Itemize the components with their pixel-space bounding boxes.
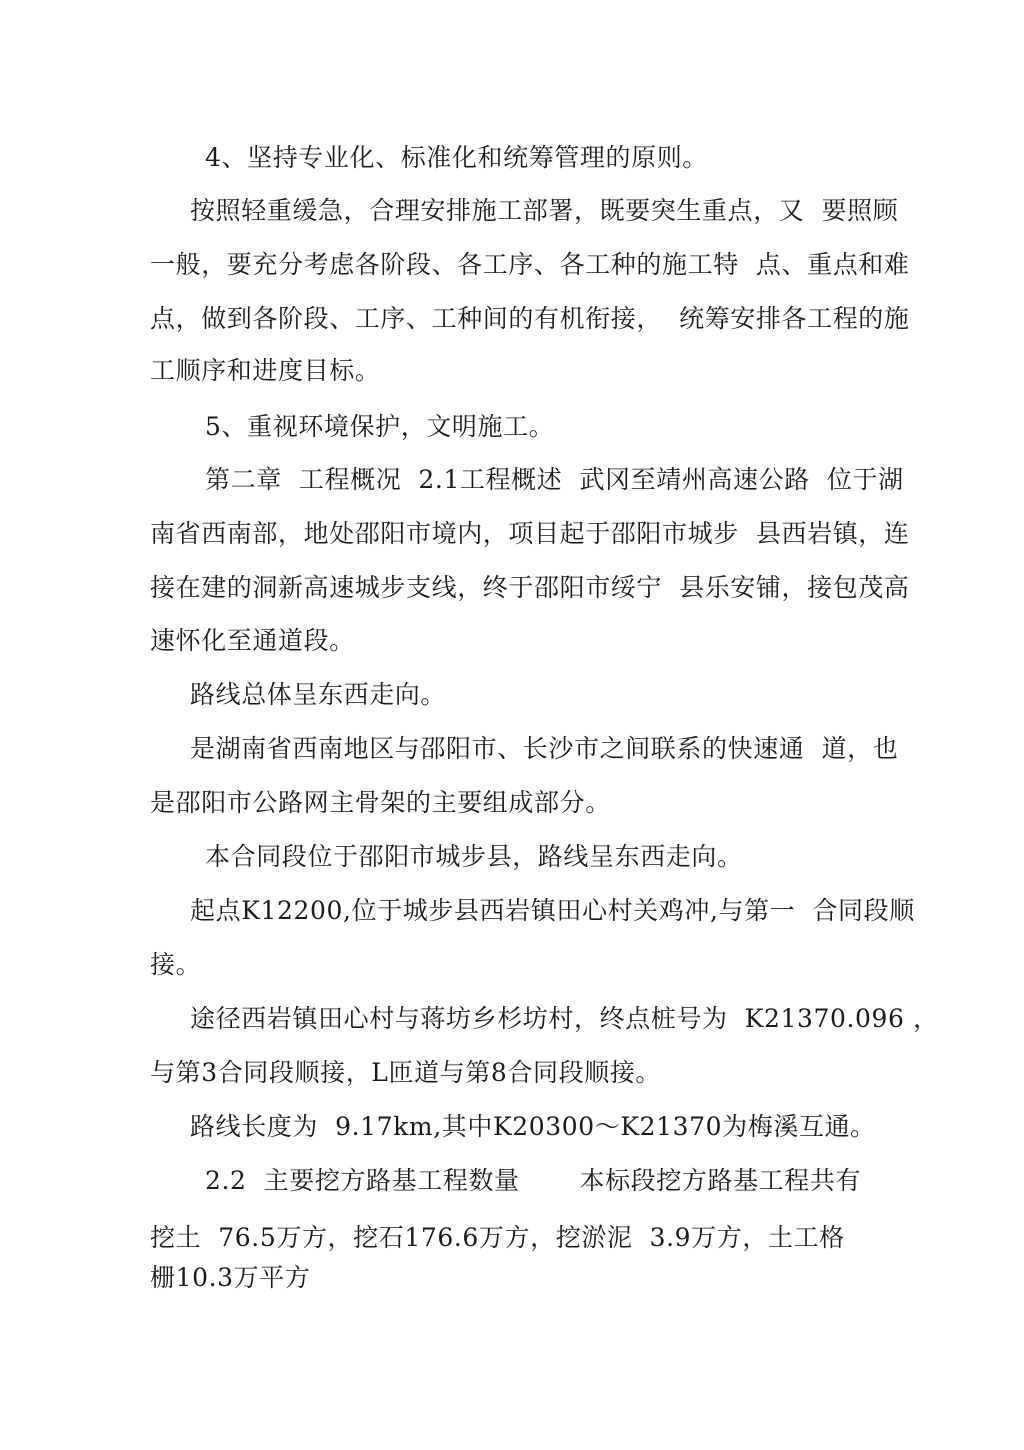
chapter-2-line: 第二章 工程概况 2.1工程概述 武冈至靖州高速公路 位于湖 [205,465,904,494]
paragraph-line: 点，做到各阶段、工序、工种间的有机衔接， 统筹安排各工程的施 [150,304,910,333]
paragraph-line: 路线总体呈东西走向。 [190,680,447,709]
paragraph-line: 途径西岩镇田心村与蒋坊乡杉坊村，终点桩号为 K21370.096 ， [190,1004,939,1033]
principle-4-heading: 4、坚持专业化、标准化和统筹管理的原则。 [205,143,708,172]
paragraph-line: 接在建的洞新高速城步支线，终于邵阳市绥宁 县乐安铺，接包茂高 [150,573,910,602]
paragraph-line: 工顺序和进度目标。 [150,356,381,385]
paragraph-line: 一般，要充分考虑各阶段、各工序、各工种的施工特 点、重点和难 [150,250,910,279]
paragraph-line: 挖土 76.5万方，挖石176.6万方，挖淤泥 3.9万方，土工格 [150,1223,845,1252]
paragraph-line: 南省西南部，地处邵阳市境内，项目起于邵阳市城步 县西岩镇，连 [150,519,910,548]
paragraph-line: 起点K12200,位于城步县西岩镇田心村关鸡冲,与第一 合同段顺 [190,896,915,925]
principle-5-heading: 5、重视环境保护，文明施工。 [205,412,555,441]
paragraph-line: 接。 [150,950,202,979]
paragraph-line: 本合同段位于邵阳市城步县，路线呈东西走向。 [205,842,743,871]
paragraph-line: 是湖南省西南地区与邵阳市、长沙市之间联系的快速通 道，也 [190,734,899,763]
paragraph-line: 栅10.3万平方 [150,1263,311,1292]
section-2-2-line: 2.2 主要挖方路基工程数量 本标段挖方路基工程共有 [205,1166,862,1195]
paragraph-line: 速怀化至通道段。 [150,626,355,655]
paragraph-line: 与第3合同段顺接，L匝道与第8合同段顺接。 [150,1058,662,1087]
paragraph-line: 是邵阳市公路网主骨架的主要组成部分。 [150,788,611,817]
paragraph-line: 路线长度为 9.17km,其中K20300～K21370为梅溪互通。 [190,1112,876,1141]
paragraph-line: 按照轻重缓急，合理安排施工部署，既要突生重点，又 要照顾 [190,196,899,225]
